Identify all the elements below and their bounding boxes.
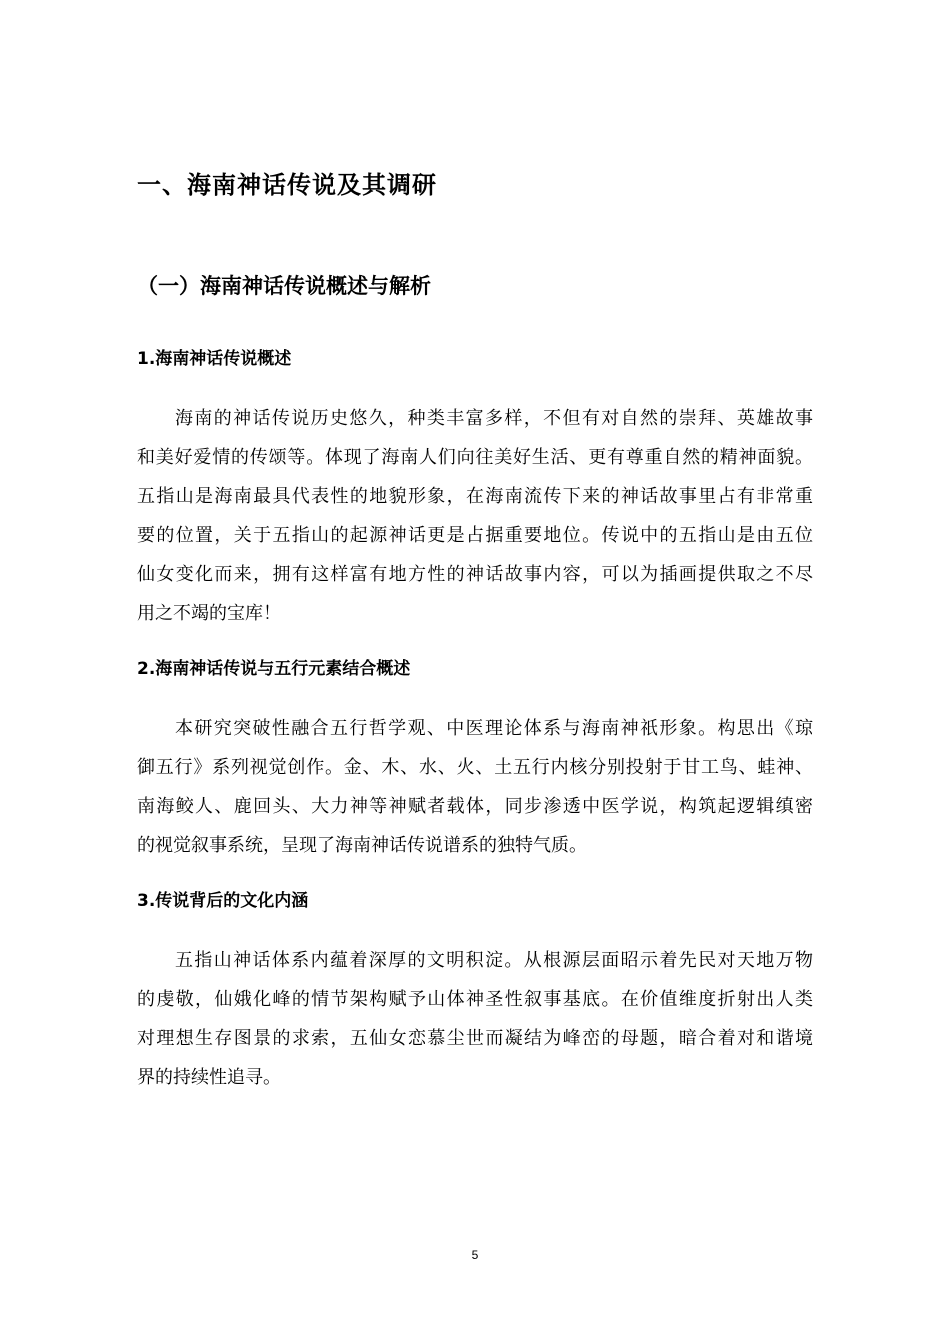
subsection-title-2: 2.海南神话传说与五行元素结合概述 bbox=[137, 659, 411, 679]
section-title: （一）海南神话传说概述与解析 bbox=[137, 274, 431, 298]
paragraph-line: 对理想生存图景的求索，五仙女恋慕尘世而凝结为峰峦的母题，暗合着对和谐境 bbox=[137, 1028, 813, 1049]
paragraph-line: 仙女变化而来，拥有这样富有地方性的神话故事内容，可以为插画提供取之不尽 bbox=[137, 564, 813, 585]
paragraph-line: 五指山是海南最具代表性的地貌形象，在海南流传下来的神话故事里占有非常重 bbox=[137, 486, 813, 507]
paragraph-line: 的虔敬，仙娥化峰的情节架构赋予山体神圣性叙事基底。在价值维度折射出人类 bbox=[137, 989, 813, 1010]
paragraph-line: 要的位置，关于五指山的起源神话更是占据重要地位。传说中的五指山是由五位 bbox=[137, 525, 813, 546]
chapter-title: 一、海南神话传说及其调研 bbox=[137, 171, 437, 199]
paragraph-line: 御五行》系列视觉创作。金、木、水、火、土五行内核分别投射于甘工鸟、蛙神、 bbox=[137, 757, 813, 778]
paragraph-line: 用之不竭的宝库！ bbox=[137, 603, 281, 624]
subsection-title-3: 3.传说背后的文化内涵 bbox=[137, 891, 309, 911]
page-number: 5 bbox=[471, 1248, 479, 1262]
paragraph-line: 本研究突破性融合五行哲学观、中医理论体系与海南神祇形象。构思出《琼 bbox=[175, 718, 813, 739]
paragraph-line: 南海鲛人、鹿回头、大力神等神赋者载体，同步渗透中医学说，构筑起逻辑缜密 bbox=[137, 796, 813, 817]
paragraph-1 bbox=[137, 399, 813, 633]
paragraph-line: 五指山神话体系内蕴着深厚的文明积淀。从根源层面昭示着先民对天地万物 bbox=[175, 950, 813, 971]
subsection-title-1: 1.海南神话传说概述 bbox=[137, 349, 292, 369]
paragraph-line: 和美好爱情的传颂等。体现了海南人们向往美好生活、更有尊重自然的精神面貌。 bbox=[137, 447, 813, 468]
paragraph-line: 的视觉叙事系统，呈现了海南神话传说谱系的独特气质。 bbox=[137, 835, 587, 856]
paragraph-line: 海南的神话传说历史悠久，种类丰富多样，不但有对自然的崇拜、英雄故事 bbox=[175, 408, 813, 429]
paragraph-2 bbox=[137, 709, 813, 865]
paragraph-3 bbox=[137, 941, 813, 1097]
paragraph-line: 界的持续性追寻。 bbox=[137, 1067, 281, 1088]
